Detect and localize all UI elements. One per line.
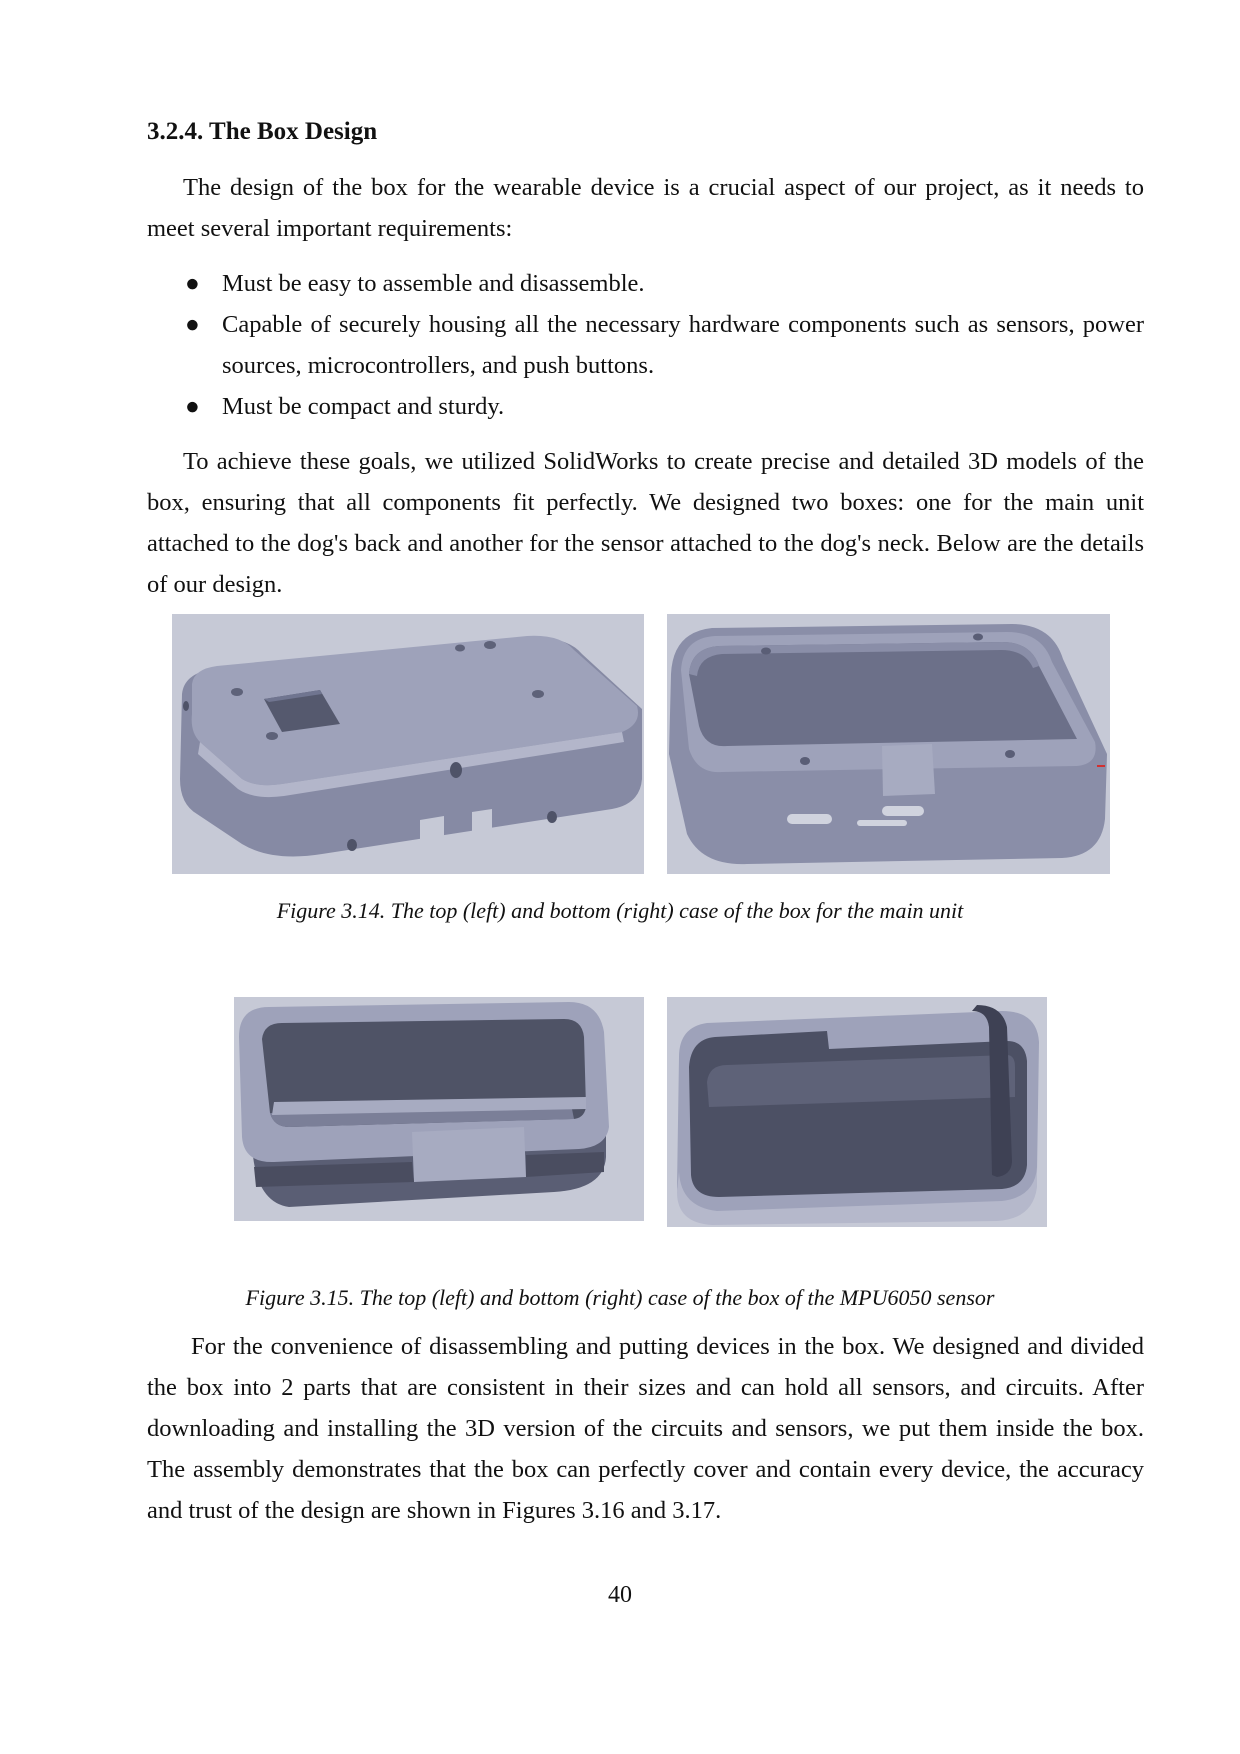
main-unit-top-case-render: [172, 614, 644, 874]
assembly-paragraph: For the convenience of disassembling and putting devices in the box. We designed and divided the box into 2 parts that are consistent in their sizes and can hold all sensors, and circuits. After downloading and installing the 3D version of the circuits and sensors, we put them inside the box. The assembly demonstrates that the box can perfectly cover and contain every device, the accuracy and trust of the design are shown in Figures 3.16 and 3.17.: [147, 1333, 1144, 1524]
figure-3-15-caption: Figure 3.15. The top (left) and bottom (right) case of the box of the MPU6050 sensor: [245, 1285, 995, 1310]
figure-3-14-caption: Figure 3.14. The top (left) and bottom (right) case of the box for the main unit: [276, 898, 964, 923]
list-item: ● Must be compact and sturdy.: [147, 386, 1144, 427]
sensor-top-case-render: [234, 997, 644, 1221]
sensor-bottom-case-render: [667, 997, 1047, 1227]
list-item: ● Must be easy to assemble and disassemble.: [147, 263, 1144, 304]
section-heading: 3.2.4. The Box Design: [147, 118, 378, 145]
main-unit-bottom-case-render: [667, 614, 1110, 874]
bullet-icon: ●: [185, 393, 200, 420]
requirements-list: [147, 263, 1144, 427]
bullet-icon: ●: [185, 311, 200, 338]
design-paragraph: To achieve these goals, we utilized SolidWorks to create precise and detailed 3D models of the box, ensuring that all components fit perfectly. We designed two boxes: one for the main unit attached to the dog's back and another for the sensor attached to the dog's neck. Below are the details of our design.: [147, 448, 1144, 598]
intro-paragraph: The design of the box for the wearable device is a crucial aspect of our project, as it needs to meet several important requirements:: [147, 174, 1144, 242]
list-item: ● Capable of securely housing all the necessary hardware components such as sensors, power sources, microcontrollers, and push buttons.: [147, 304, 1144, 386]
bullet-icon: ●: [185, 270, 200, 297]
page-number: 40: [608, 1582, 632, 1608]
